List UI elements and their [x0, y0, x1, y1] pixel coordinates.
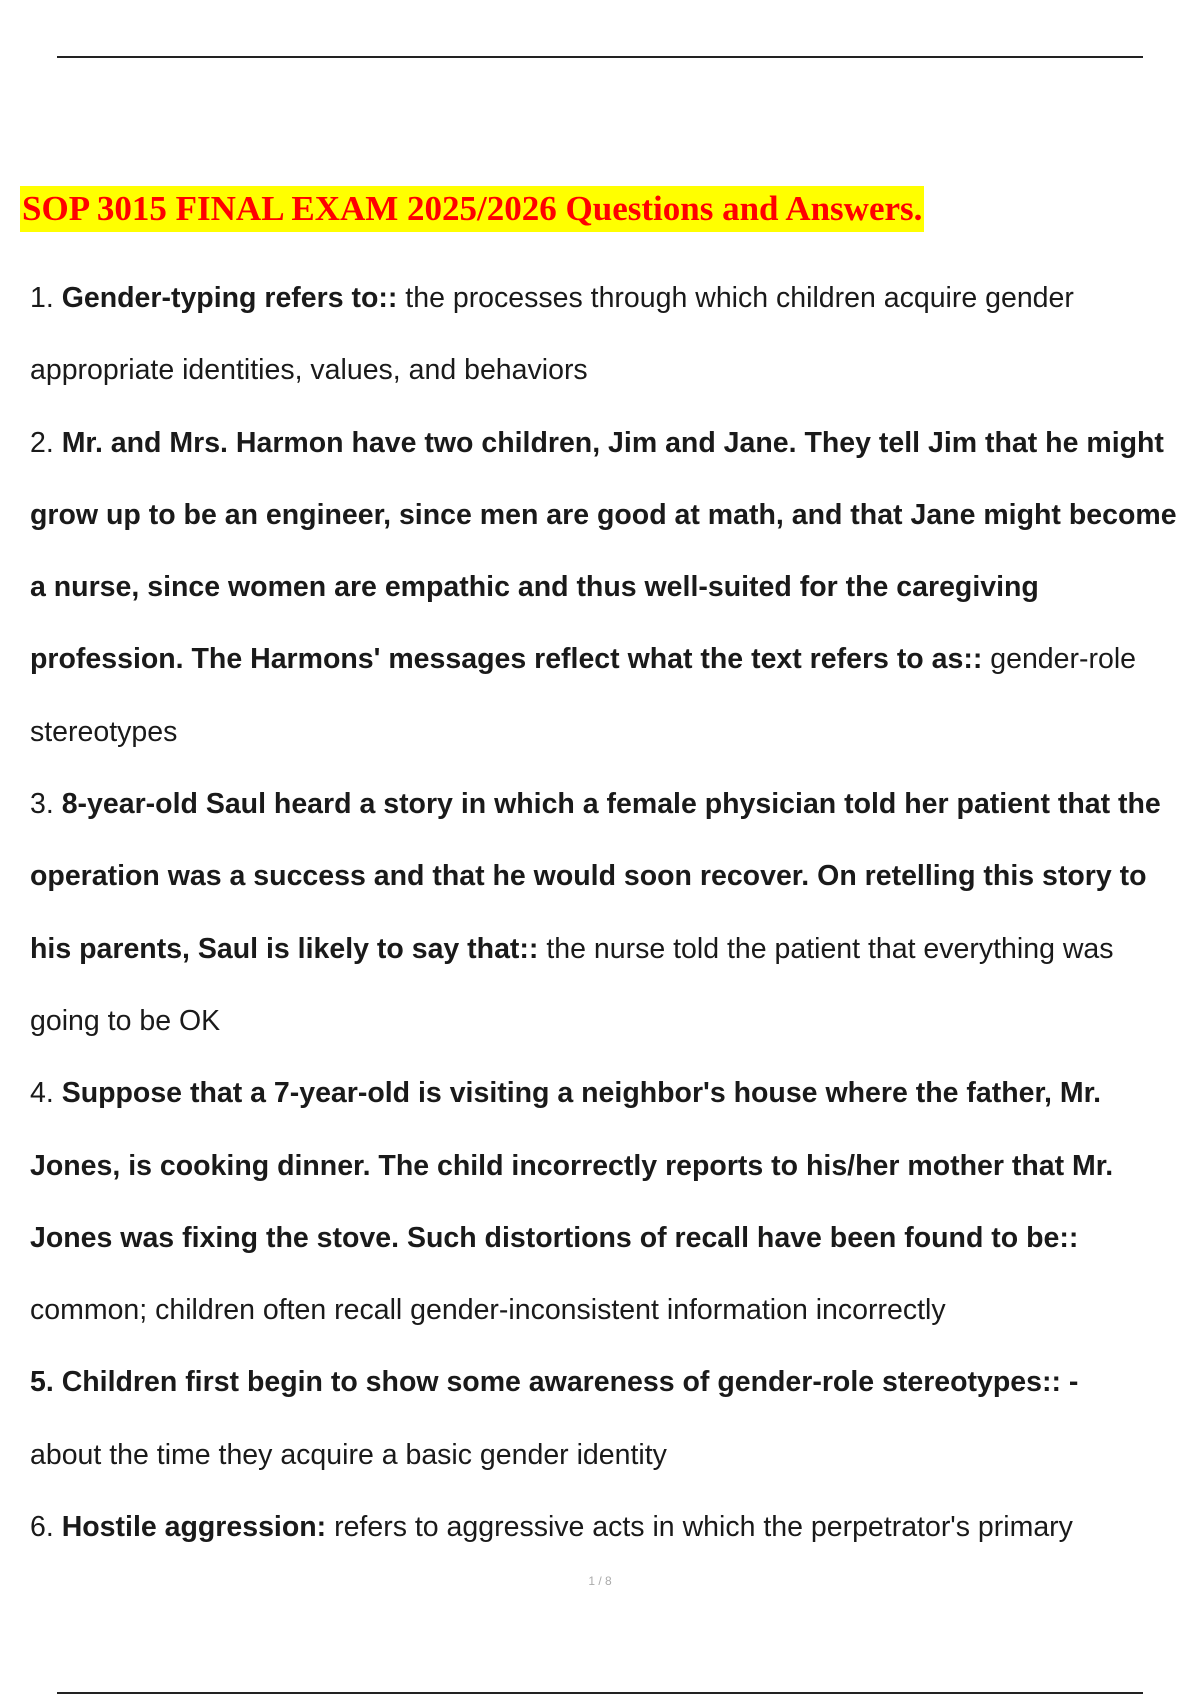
qa-answer: the nurse told the patient that everything was going to be OK [30, 932, 1114, 1037]
bottom-rule [57, 1692, 1143, 1694]
qa-answer: the processes through which children acquire gender appropriate identities, values, and behaviors [30, 282, 1074, 387]
qa-question: Hostile aggression: [61, 1511, 327, 1544]
qa-item-5 [30, 1346, 1180, 1491]
qa-item-4 [30, 1057, 1180, 1346]
qa-item-1 [30, 262, 1180, 407]
qa-answer: about the time they acquire a basic gender identity [30, 1438, 667, 1471]
qa-number: 6. [30, 1511, 62, 1544]
qa-answer: common; children often recall gender-inconsistent information incorrectly [30, 1294, 946, 1327]
qa-number: 4. [30, 1077, 62, 1110]
qa-question: Mr. and Mrs. Harmon have two children, Jim and Jane. They tell Jim that he might grow up to be an engineer, since men are good at math, and that Jane might become a nurse, since women are empathic and thus well-suited for the caregiving profession. The Harmons' messages reflect what the text refers to as:: [30, 426, 1177, 676]
qa-number: 3. [30, 788, 62, 821]
qa-answer: refers to aggressive acts in which the perpetrator's primary [326, 1511, 1073, 1544]
top-rule [57, 56, 1143, 58]
qa-item-2 [30, 407, 1180, 768]
qa-answer: gender-role stereotypes [30, 643, 1137, 748]
document-title: SOP 3015 FINAL EXAM 2025/2026 Questions and Answers. [20, 186, 924, 232]
page-number: 1 / 8 [588, 1574, 612, 1588]
qa-question: Gender-typing refers to:: [61, 282, 398, 314]
qa-number: 5. [30, 1366, 62, 1399]
qa-item-3 [30, 768, 1180, 1057]
qa-item-6 [30, 1491, 1180, 1563]
qa-question: Children first begin to show some awareness of gender-role stereotypes:: - [61, 1366, 1079, 1399]
qa-question: Suppose that a 7-year-old is visiting a neighbor's house where the father, Mr. Jones, is cooking dinner. The child incorrectly reports to his/her mother that Mr. Jones was fixing the stove. Such distortions of recall have been found to be:: [30, 1077, 1114, 1254]
qa-question: 8-year-old Saul heard a story in which a female physician told her patient that the operation was a success and that he would soon recover. On retelling this story to his parents, Saul is likely to say that:: [30, 788, 1161, 965]
title-block [20, 186, 924, 232]
qa-number: 1. [30, 282, 62, 314]
qa-list [30, 262, 1180, 1563]
qa-number: 2. [30, 426, 62, 459]
